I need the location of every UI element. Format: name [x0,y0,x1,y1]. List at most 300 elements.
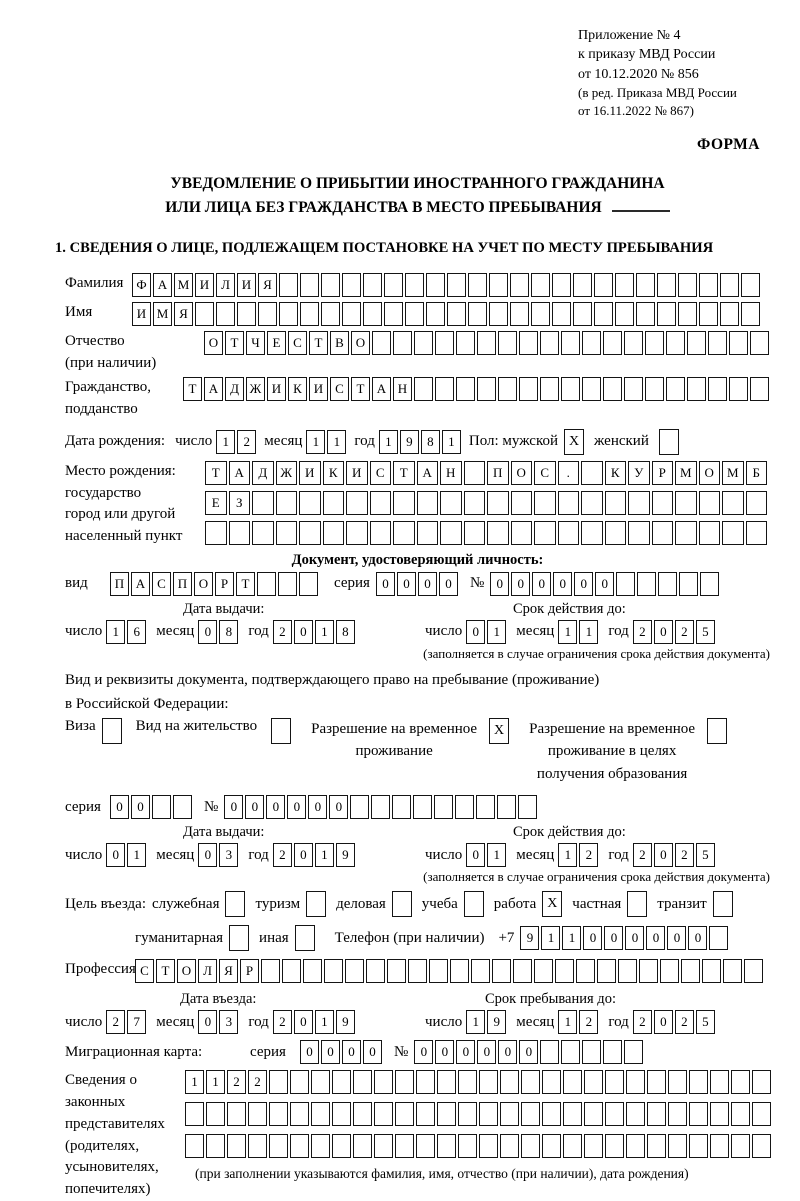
char-cell[interactable] [408,959,427,983]
char-cell[interactable] [510,273,529,297]
char-cell[interactable]: 0 [198,1010,217,1034]
char-cell[interactable]: Я [174,302,193,326]
char-cell[interactable] [426,273,445,297]
char-cell[interactable]: 0 [511,572,530,596]
char-cell[interactable]: 2 [273,1010,292,1034]
char-cell[interactable] [605,491,627,515]
char-cell[interactable] [276,521,298,545]
char-cell[interactable]: 2 [675,843,694,867]
char-cell[interactable]: 0 [397,572,416,596]
char-cell[interactable] [540,1040,559,1064]
char-cell[interactable]: 9 [336,1010,355,1034]
char-cell[interactable] [534,959,553,983]
char-cell[interactable]: 2 [248,1070,267,1094]
char-cell[interactable] [708,331,727,355]
char-cell[interactable]: Ж [246,377,265,401]
char-cell[interactable] [636,273,655,297]
char-cell[interactable] [429,959,448,983]
char-cell[interactable] [342,273,361,297]
sex-male-checkbox[interactable]: X [564,429,584,455]
char-cell[interactable]: 0 [110,795,129,819]
char-cell[interactable]: А [153,273,172,297]
char-cell[interactable] [195,302,214,326]
char-cell[interactable] [440,521,462,545]
char-cell[interactable]: 5 [696,620,715,644]
char-cell[interactable] [518,795,537,819]
char-cell[interactable] [699,273,718,297]
char-cell[interactable]: И [346,461,368,485]
char-cell[interactable] [332,1070,351,1094]
char-cell[interactable]: 0 [498,1040,517,1064]
char-cell[interactable] [464,521,486,545]
char-cell[interactable] [300,302,319,326]
char-cell[interactable] [248,1102,267,1126]
char-cell[interactable] [487,521,509,545]
char-cell[interactable]: 2 [633,620,652,644]
char-cell[interactable]: 0 [294,620,313,644]
char-cell[interactable] [500,1134,519,1158]
char-cell[interactable] [405,302,424,326]
char-cell[interactable] [384,273,403,297]
char-cell[interactable]: 0 [198,620,217,644]
char-cell[interactable]: Р [215,572,234,596]
char-cell[interactable]: А [131,572,150,596]
char-cell[interactable]: 0 [376,572,395,596]
char-cell[interactable]: И [237,273,256,297]
char-cell[interactable] [489,302,508,326]
char-cell[interactable]: 2 [675,620,694,644]
char-cell[interactable] [624,1040,643,1064]
purpose-inaya-checkbox[interactable] [295,925,315,951]
char-cell[interactable] [561,1040,580,1064]
char-cell[interactable]: 1 [327,430,346,454]
char-cell[interactable]: С [288,331,307,355]
char-cell[interactable] [584,1070,603,1094]
char-cell[interactable] [440,491,462,515]
purpose-gumanitarnaya-checkbox[interactable] [229,925,249,951]
char-cell[interactable] [521,1102,540,1126]
char-cell[interactable] [237,302,256,326]
char-cell[interactable]: Т [236,572,255,596]
char-cell[interactable] [603,331,622,355]
char-cell[interactable] [252,491,274,515]
char-cell[interactable] [321,302,340,326]
char-cell[interactable] [311,1070,330,1094]
char-cell[interactable] [615,302,634,326]
char-cell[interactable] [353,1070,372,1094]
char-cell[interactable]: М [174,273,193,297]
char-cell[interactable] [477,377,496,401]
char-cell[interactable]: 0 [654,620,673,644]
char-cell[interactable]: С [330,377,349,401]
char-cell[interactable] [261,959,280,983]
char-cell[interactable] [363,273,382,297]
char-cell[interactable]: С [534,461,556,485]
char-cell[interactable] [720,273,739,297]
char-cell[interactable] [384,302,403,326]
char-cell[interactable] [416,1134,435,1158]
char-cell[interactable] [413,795,432,819]
char-cell[interactable] [510,302,529,326]
char-cell[interactable] [752,1134,771,1158]
char-cell[interactable] [700,572,719,596]
char-cell[interactable]: 0 [574,572,593,596]
char-cell[interactable]: 0 [466,843,485,867]
char-cell[interactable] [657,302,676,326]
char-cell[interactable]: 0 [595,572,614,596]
char-cell[interactable] [678,302,697,326]
char-cell[interactable] [573,273,592,297]
char-cell[interactable] [678,273,697,297]
char-cell[interactable] [279,273,298,297]
char-cell[interactable] [173,795,192,819]
char-cell[interactable] [276,491,298,515]
char-cell[interactable]: Л [198,959,217,983]
char-cell[interactable] [395,1102,414,1126]
char-cell[interactable] [709,926,728,950]
char-cell[interactable] [321,273,340,297]
char-cell[interactable] [489,273,508,297]
char-cell[interactable] [639,959,658,983]
char-cell[interactable]: У [628,461,650,485]
char-cell[interactable] [666,331,685,355]
char-cell[interactable]: 0 [329,795,348,819]
char-cell[interactable] [666,377,685,401]
char-cell[interactable] [426,302,445,326]
char-cell[interactable]: 1 [558,843,577,867]
char-cell[interactable] [464,461,486,485]
char-cell[interactable]: 0 [321,1040,340,1064]
char-cell[interactable] [345,959,364,983]
char-cell[interactable]: 0 [294,843,313,867]
char-cell[interactable] [668,1102,687,1126]
char-cell[interactable] [652,521,674,545]
char-cell[interactable] [414,331,433,355]
char-cell[interactable] [437,1070,456,1094]
char-cell[interactable] [626,1102,645,1126]
char-cell[interactable] [269,1102,288,1126]
char-cell[interactable] [393,491,415,515]
char-cell[interactable]: О [351,331,370,355]
char-cell[interactable] [416,1102,435,1126]
char-cell[interactable] [269,1134,288,1158]
char-cell[interactable] [752,1102,771,1126]
char-cell[interactable] [435,377,454,401]
char-cell[interactable] [393,521,415,545]
char-cell[interactable]: 0 [654,843,673,867]
char-cell[interactable] [647,1134,666,1158]
char-cell[interactable] [552,273,571,297]
char-cell[interactable]: М [722,461,744,485]
char-cell[interactable] [269,1070,288,1094]
char-cell[interactable] [324,959,343,983]
char-cell[interactable] [498,377,517,401]
char-cell[interactable]: 2 [227,1070,246,1094]
char-cell[interactable]: Я [219,959,238,983]
char-cell[interactable] [746,521,768,545]
char-cell[interactable] [479,1102,498,1126]
char-cell[interactable] [637,572,656,596]
char-cell[interactable]: 9 [520,926,539,950]
char-cell[interactable] [458,1102,477,1126]
char-cell[interactable]: О [511,461,533,485]
char-cell[interactable] [563,1102,582,1126]
char-cell[interactable] [658,572,677,596]
char-cell[interactable]: Я [258,273,277,297]
char-cell[interactable]: 0 [342,1040,361,1064]
char-cell[interactable]: К [323,461,345,485]
char-cell[interactable] [624,331,643,355]
char-cell[interactable]: 1 [487,843,506,867]
char-cell[interactable] [615,273,634,297]
char-cell[interactable] [387,959,406,983]
char-cell[interactable]: Р [652,461,674,485]
char-cell[interactable] [447,273,466,297]
char-cell[interactable] [497,795,516,819]
char-cell[interactable] [628,521,650,545]
char-cell[interactable] [699,491,721,515]
char-cell[interactable]: Н [393,377,412,401]
char-cell[interactable] [290,1134,309,1158]
char-cell[interactable] [561,331,580,355]
char-cell[interactable] [626,1134,645,1158]
char-cell[interactable] [205,521,227,545]
char-cell[interactable]: И [195,273,214,297]
char-cell[interactable] [456,331,475,355]
char-cell[interactable] [248,1134,267,1158]
char-cell[interactable] [323,491,345,515]
char-cell[interactable] [299,491,321,515]
char-cell[interactable] [290,1102,309,1126]
purpose-sluzhebnaya-checkbox[interactable] [225,891,245,917]
char-cell[interactable] [492,959,511,983]
char-cell[interactable] [723,959,742,983]
char-cell[interactable] [437,1134,456,1158]
char-cell[interactable] [471,959,490,983]
char-cell[interactable] [257,572,276,596]
char-cell[interactable]: 1 [216,430,235,454]
char-cell[interactable] [290,1070,309,1094]
char-cell[interactable]: 0 [532,572,551,596]
char-cell[interactable]: 0 [245,795,264,819]
char-cell[interactable]: 0 [625,926,644,950]
char-cell[interactable]: 1 [466,1010,485,1034]
char-cell[interactable] [689,1070,708,1094]
char-cell[interactable]: Б [746,461,768,485]
char-cell[interactable] [573,302,592,326]
char-cell[interactable] [332,1134,351,1158]
char-cell[interactable]: 2 [579,1010,598,1034]
char-cell[interactable] [645,331,664,355]
char-cell[interactable] [374,1134,393,1158]
char-cell[interactable] [699,302,718,326]
char-cell[interactable]: З [229,491,251,515]
char-cell[interactable]: 3 [219,843,238,867]
char-cell[interactable] [689,1102,708,1126]
char-cell[interactable] [731,1102,750,1126]
char-cell[interactable]: В [330,331,349,355]
char-cell[interactable] [371,795,390,819]
char-cell[interactable] [675,491,697,515]
char-cell[interactable] [746,491,768,515]
char-cell[interactable]: О [194,572,213,596]
char-cell[interactable]: 0 [646,926,665,950]
char-cell[interactable] [558,491,580,515]
char-cell[interactable]: 1 [558,1010,577,1034]
purpose-ucheba-checkbox[interactable] [464,891,484,917]
char-cell[interactable] [603,377,622,401]
char-cell[interactable] [456,377,475,401]
char-cell[interactable] [582,377,601,401]
char-cell[interactable] [458,1070,477,1094]
char-cell[interactable]: 2 [633,1010,652,1034]
char-cell[interactable] [605,1070,624,1094]
char-cell[interactable] [393,331,412,355]
char-cell[interactable]: 0 [654,1010,673,1034]
char-cell[interactable] [710,1134,729,1158]
char-cell[interactable]: 8 [219,620,238,644]
char-cell[interactable]: 0 [224,795,243,819]
char-cell[interactable] [477,331,496,355]
char-cell[interactable]: С [370,461,392,485]
char-cell[interactable] [498,331,517,355]
char-cell[interactable] [542,1070,561,1094]
char-cell[interactable] [540,377,559,401]
char-cell[interactable]: 0 [414,1040,433,1064]
char-cell[interactable]: 2 [237,430,256,454]
char-cell[interactable] [303,959,322,983]
char-cell[interactable] [687,377,706,401]
char-cell[interactable] [437,1102,456,1126]
char-cell[interactable]: 0 [667,926,686,950]
char-cell[interactable] [311,1134,330,1158]
char-cell[interactable]: Т [225,331,244,355]
char-cell[interactable] [185,1134,204,1158]
char-cell[interactable] [584,1134,603,1158]
purpose-chastnaya-checkbox[interactable] [627,891,647,917]
char-cell[interactable] [185,1102,204,1126]
char-cell[interactable] [374,1070,393,1094]
char-cell[interactable] [702,959,721,983]
char-cell[interactable]: 0 [519,1040,538,1064]
char-cell[interactable]: Е [267,331,286,355]
char-cell[interactable]: 0 [131,795,150,819]
char-cell[interactable]: 0 [490,572,509,596]
char-cell[interactable]: 3 [219,1010,238,1034]
char-cell[interactable] [741,302,760,326]
char-cell[interactable] [581,491,603,515]
char-cell[interactable] [594,302,613,326]
char-cell[interactable]: 9 [400,430,419,454]
char-cell[interactable]: 0 [553,572,572,596]
char-cell[interactable] [479,1134,498,1158]
char-cell[interactable] [434,795,453,819]
char-cell[interactable] [417,491,439,515]
char-cell[interactable] [605,1102,624,1126]
char-cell[interactable] [626,1070,645,1094]
char-cell[interactable]: 0 [435,1040,454,1064]
char-cell[interactable] [729,377,748,401]
char-cell[interactable] [353,1134,372,1158]
char-cell[interactable] [647,1102,666,1126]
char-cell[interactable] [729,331,748,355]
char-cell[interactable]: 1 [442,430,461,454]
char-cell[interactable] [657,273,676,297]
char-cell[interactable] [468,273,487,297]
char-cell[interactable]: Н [440,461,462,485]
char-cell[interactable]: А [417,461,439,485]
char-cell[interactable] [581,521,603,545]
char-cell[interactable] [618,959,637,983]
char-cell[interactable] [581,461,603,485]
char-cell[interactable]: 0 [308,795,327,819]
char-cell[interactable]: 8 [336,620,355,644]
char-cell[interactable] [332,1102,351,1126]
char-cell[interactable] [542,1134,561,1158]
sex-female-checkbox[interactable] [659,429,679,455]
char-cell[interactable] [417,521,439,545]
char-cell[interactable] [366,959,385,983]
char-cell[interactable] [511,521,533,545]
char-cell[interactable] [699,521,721,545]
char-cell[interactable] [476,795,495,819]
char-cell[interactable] [720,302,739,326]
char-cell[interactable] [722,521,744,545]
char-cell[interactable]: 1 [579,620,598,644]
char-cell[interactable]: 1 [379,430,398,454]
char-cell[interactable]: А [204,377,223,401]
char-cell[interactable]: 0 [466,620,485,644]
purpose-delovaya-checkbox[interactable] [392,891,412,917]
char-cell[interactable] [752,1070,771,1094]
char-cell[interactable] [279,302,298,326]
char-cell[interactable] [500,1102,519,1126]
char-cell[interactable] [479,1070,498,1094]
char-cell[interactable] [534,491,556,515]
char-cell[interactable] [487,491,509,515]
char-cell[interactable] [668,1134,687,1158]
char-cell[interactable] [576,959,595,983]
char-cell[interactable]: 7 [127,1010,146,1034]
char-cell[interactable] [668,1070,687,1094]
char-cell[interactable]: Ж [276,461,298,485]
char-cell[interactable]: Д [225,377,244,401]
char-cell[interactable] [227,1134,246,1158]
char-cell[interactable] [710,1070,729,1094]
char-cell[interactable] [628,491,650,515]
char-cell[interactable]: 6 [127,620,146,644]
char-cell[interactable] [708,377,727,401]
char-cell[interactable] [597,959,616,983]
char-cell[interactable] [521,1070,540,1094]
char-cell[interactable]: К [605,461,627,485]
char-cell[interactable] [278,572,297,596]
char-cell[interactable] [660,959,679,983]
char-cell[interactable] [511,491,533,515]
char-cell[interactable] [584,1102,603,1126]
char-cell[interactable] [558,521,580,545]
char-cell[interactable] [534,521,556,545]
char-cell[interactable] [687,331,706,355]
char-cell[interactable] [370,491,392,515]
char-cell[interactable]: К [288,377,307,401]
char-cell[interactable]: 2 [106,1010,125,1034]
char-cell[interactable]: Е [205,491,227,515]
char-cell[interactable]: М [675,461,697,485]
char-cell[interactable]: Ф [132,273,151,297]
char-cell[interactable]: П [110,572,129,596]
char-cell[interactable] [731,1070,750,1094]
